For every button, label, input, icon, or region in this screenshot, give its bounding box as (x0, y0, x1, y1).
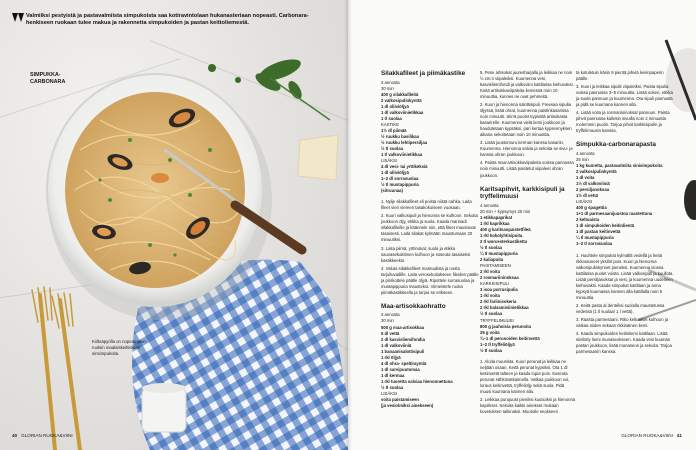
ingredient: 1–2 tl tryffeliöljyä (480, 341, 515, 347)
intro-text (12, 13, 312, 28)
ingredient: ½ tl suolaa (381, 384, 403, 390)
recipe-meta: 4 annosta (381, 312, 400, 318)
instruction: 3. Kuori ja leikkaa sipulit viipaleiksi. Paista sipulia voissa pannussa 3–5 minuuttia. Lisää sokeri, etikka ja suola pannuun ja kuumenna. Ota sipuli pannusta ja pidä se kuumana kannen alla. (576, 84, 673, 108)
section-label: LISÄKSI (576, 199, 593, 205)
ingredient: 1 dl oliiviöljyä (381, 103, 409, 109)
folio-left (12, 433, 73, 438)
ingredient: 400 g silakkafileitä (381, 91, 419, 97)
quote-mark-icon (12, 13, 24, 23)
ingredient: 1 dl pastan keitinvettä (576, 229, 621, 235)
ingredient: ½ ruukku basilikaa (381, 133, 420, 139)
ingredient: 400 g spagettia (576, 205, 607, 211)
ingredient: ½ tl suolaa (480, 311, 502, 317)
ingredient: ½ tl mustapippuria (381, 182, 419, 188)
section-label: LISÄKSI (381, 158, 398, 164)
ingredient: 1 rkl voita (480, 293, 500, 299)
instruction: 3. Laita piimä, yrttinokat, suola ja etikka sauvasekoittimen kulhoon ja soseuta tasaiseksi kastikkeeksi. (381, 245, 471, 263)
instruction: 3. Raasta parmesaani. Riko keltuaiset kulhoon ja vatkaa niiden sekaan rikkinäinen liemi. (576, 316, 669, 328)
ingredient: ¼ tl mustapippuria (480, 251, 518, 257)
ingredient: 2 kaliapuita (480, 257, 504, 263)
ingredient: (sitruunaa) (381, 188, 403, 194)
ingredient: 4 dl vesi- tai yrttikeksiä (381, 164, 428, 170)
ingredient: 1 dl simpukoiden keitinlientä (576, 223, 635, 229)
ingredient: 1½ dl piimää (381, 127, 407, 133)
instruction: 1. Aloita muusista. Kuori perunat ja leikkaa ne neljään osaan. Keitä perunat kypsiksi. Ota 1 dl keitinvettä talteen ja kaada loput pois. Soseuta perunat sähkövatkaimella. Vatkaa joukkoon voi, loraus keitinvettä, tryffeliöljy sekä suola. Pidä muusi kuumana kannen alla. (480, 358, 570, 394)
ingredient: 1 dl voita (576, 175, 595, 181)
folio-right (621, 433, 682, 438)
ingredient: 1–2 tl sorrasuolaa (576, 241, 613, 247)
instruction: 5. Pese artisokat juuresharjalla ja leikkaa ne noin ½ cm:n viipaleiksi. Kuumenna vesi, kasvisliemifondi ja valkoviini kattilassa kiehuvaksi. Keitä artisokkaviipaleita liemessä noin 10 minuuttia, kunnes ne ovat pehmeitä. (480, 70, 574, 100)
magazine-name-left: GLORIAN RUOKA&VIINI (21, 433, 73, 438)
ingredient: 1 rkl öljyä (381, 354, 401, 360)
dish-label: SIMPUKKA-CARBONARA (30, 72, 66, 86)
recipe-meta: 4 annosta (480, 202, 499, 208)
section-label: KASTIKE (381, 121, 399, 127)
section-label: KARKKISIPULI (480, 281, 510, 287)
ingredient: 4 dl ohra- speltirayntiä (381, 360, 427, 366)
instruction: 2. Keitä pasta al dentéksi suolalla maustetussa vedessä (1 tl suolaa/ 1 l vettä). (576, 302, 665, 314)
ingredient: 2 keltuaista (576, 217, 600, 223)
spine-gutter (344, 0, 352, 450)
ingredient: 1 dl oliiviöljyä (381, 170, 409, 176)
ingredient: 1–2 dl sorrasuolaa (381, 176, 419, 182)
instruction: 4. Valuta silakkafileet marinadista ja nosta tarjoiluvadille. Laita verosekoitukseen fileiden päälle ja pirskottele päälle öljyä. Ripottele sorrasuolaa ja mustapippuria maustekoi. Viimeistele ruoka piimäkastikkeella ja tarjoa se erikseen. (381, 265, 479, 295)
instruction: 4. Kaada simpukoiden keitinliemi kattilaan. Lisää siivilöity liemi munaseokseen. Kaada vesi kuuman pastan joukkoon, lisää munaseos ja sekoita. Tarjoa parmesaanin kanssa. (576, 330, 672, 354)
section-label: TRYFFELIMUUSI (480, 317, 514, 323)
ingredient: 2 valkosipulinkynttä (381, 97, 422, 103)
ingredient: 1 tl suolaa (381, 115, 402, 121)
ingredient: 1 rkl kaprikkaa (480, 221, 510, 226)
instruction: 2. Kuori valkosipuli ja hienonna se kulhoon. Sekoita joukkoon öljy, etikka ja suola. Kaada marinadi silakkafileille ja käännele niin, että fileet maustuvat tasaisesti. Laita silakat kylmään maustumaan 20 minuutiksi. (381, 213, 478, 243)
ingredient: 1+1 dl parmesaanijuustoa raastettuna (576, 211, 653, 217)
ingredient: 2 persiljanoksaa (576, 187, 610, 193)
ingredient: 1 tl valkoviinietikkaa (381, 152, 423, 158)
parmesan-wedge (298, 135, 338, 180)
ingredient: 1½ dl valkoviiniä (576, 181, 610, 187)
recipe-meta: 25 min (576, 157, 589, 163)
recipe-column-2 (480, 70, 576, 417)
intro-paragraph: Valmiiksi pestyistä ja pastavalmiista simpukoista saa kotiravintolaan hukanasteriaan nopeasti. Carbonara-henkiseen ruokaan tulee makua ja rakennetta simpukoiden ja pastan keittoliemestä. (26, 13, 309, 27)
photo-caption: Kiiltoäpyrilla on nopeampien ruokiin maalaiskeittiöiden sinsimpukoita. (92, 339, 146, 356)
ingredient: ½ tl suolaa (480, 347, 502, 353)
gold-forks (32, 287, 80, 450)
page-number-left: 40 (12, 433, 18, 438)
instruction: 4. Lisää voita ja rosmariininoksat pannuun. Paista pihvit pannussa kullekin sivuilla noin 2 minuuttia molemmin puolin. Tarjoa pihvit karkkisipulin ja tryffelimuusin kanssa. (576, 110, 670, 134)
ingredient: ½ tl suolaa (381, 146, 403, 152)
ingredient: 1 etikkapaprikat (480, 214, 513, 220)
ingredient: 2 rkl fariinisokeria (480, 299, 517, 305)
cup (142, 383, 186, 432)
recipe-meta: 4 annosta (576, 151, 595, 156)
instruction: 1. Huuhtele simpukat kylmällä vedellä ja heitä rikkoutuneet yksilöt pois. Kuori ja hienonna valkosipulinkynnet pieneksi. Kuumenna isossa kattilassa puolet voista. Lisää valkosipuli ja kuullota. Lisää persiljanoksat ja vesi, ja kuumenna uudelleen kiehuvaksi. Kaada simpukat kattilaan ja anna kypsyä kuumassa kannen alla kattilalla noin 5 minuuttia. (576, 252, 674, 300)
ingredient: 1 banaanisalottisipuli (381, 348, 425, 354)
recipe-title: Karitsapihvit, karkkisipuli ja tryffelimuusi (480, 185, 565, 201)
ingredient: ¾–1 dl perunoiden keitinvettä (480, 335, 540, 341)
instruction: ta kotuletuin käsin 8 pientä pihviä leivinpaperin päälle. (576, 70, 664, 82)
ingredient: 1 rkl tuoretta salviaa hienonnettuna (381, 378, 453, 384)
instruction: 2. Leikkaa purujuust pieniksi kuutioiksi ja hienonna kaprikset. Sekoita kaikki ainekset mukaan kovetuksen taikinaksi. Muotoile seokseen (480, 396, 576, 414)
ingredient: ½ tl suolaa (480, 245, 502, 251)
ingredient: 2 valkosipulinkynttä (576, 169, 617, 175)
recipe-meta: 30 min (381, 318, 394, 324)
ingredient: voita paistamiseen (381, 396, 420, 402)
recipe-meta: 20 min + kypsymys 20 min (480, 208, 531, 214)
ingredient: 2 dl kasvisliemifondia (381, 336, 425, 342)
ingredient: (ja vesiolmiksi ainekseen) (381, 402, 434, 408)
ingredient: 400 g karitsanpaistetfileä (480, 227, 531, 233)
page-number-right: 41 (676, 433, 682, 438)
recipe-title: Maa-artisokkaohratto (381, 302, 446, 310)
ingredient: 2 rkl balsamiviinietikkaa (480, 305, 529, 311)
ingredient: 1 kg kuorelta, pastavalmiita sinisimpukoita (576, 163, 663, 169)
ingredient: 1½ dl vettä (576, 193, 598, 199)
recipe-meta: 30 min (381, 85, 394, 91)
recipe-title: Simpukka-carbonarapasta (576, 141, 656, 149)
ingredient: 800 g jauhoisia perunoita (480, 323, 532, 329)
ingredient: 1 dl valkoviiniä (381, 342, 412, 348)
recipe-title: Silakkafileet ja piimäkastike (381, 70, 466, 77)
instruction: 4. Paista maa-artisokkaviipaleita voissa pannussa noin minuutti. Lisää paistetut viipaleet ohran joukkoon. (480, 160, 574, 178)
magazine-name-right: GLORIAN RUOKA&VIINI (621, 433, 673, 438)
ingredient: 500 g maa-artisokkaa (381, 324, 424, 330)
ingredient: ½ ruukku lehtipersiljaa (381, 140, 428, 145)
ingredient: 2 tl worcesterkastiketta (480, 239, 528, 245)
section-label: PAISTAMISEEN (480, 263, 511, 269)
ingredient: 1 dl kermaa (381, 372, 405, 378)
instruction: 3. Lisää juustomuru kerman kanssa kasariin. Kuumenna. Hienonna salvia ja sekoita se sivu- ja kanssa ohran joukkoon. (480, 140, 573, 158)
recipe-meta: 4 annosta (381, 79, 400, 85)
ingredient: 2 rosmariininoksaa (480, 275, 519, 281)
ingredient: 1 rkl kokolyhtisipuita (480, 233, 523, 239)
ingredient: 2 rkl voita (480, 269, 500, 275)
ingredient: 1 dl sarvipuutomaa (381, 366, 420, 372)
recipe-column-3 (576, 70, 674, 357)
instruction: 2. Kuori ja hienonna salottisipuli. Freesaa sipulia öljyssä, lisää ohrat, kuumenna paistinkasarissa noin minuutti. Siirrä puolet kypsistä artisokasta kasarirelle. Kuumenna vielä liemi joukkoon ja haudutetaan kypsäksi, pari kertaa kypsennyksen aikana sekoitetaan noin 10 minuuttia. (480, 102, 572, 138)
ingredient: ¼ tl mustapippuria (576, 235, 614, 241)
ingredient: 1 dl valkoviinietikkaa (381, 109, 424, 115)
ingredient: 3 isoa purrusipulia (480, 287, 518, 293)
instruction: 1. Nylje silakkafileet eli poista niistä nahka. Laita fileet vieri viereen tasakokoiseen vuokaan. (381, 199, 472, 211)
recipe-column-1 (381, 70, 479, 409)
ingredient: 5 dl vettä (381, 330, 400, 336)
ingredient: 25 g voita (480, 329, 500, 335)
section-label: LISÄKSI (381, 390, 398, 396)
